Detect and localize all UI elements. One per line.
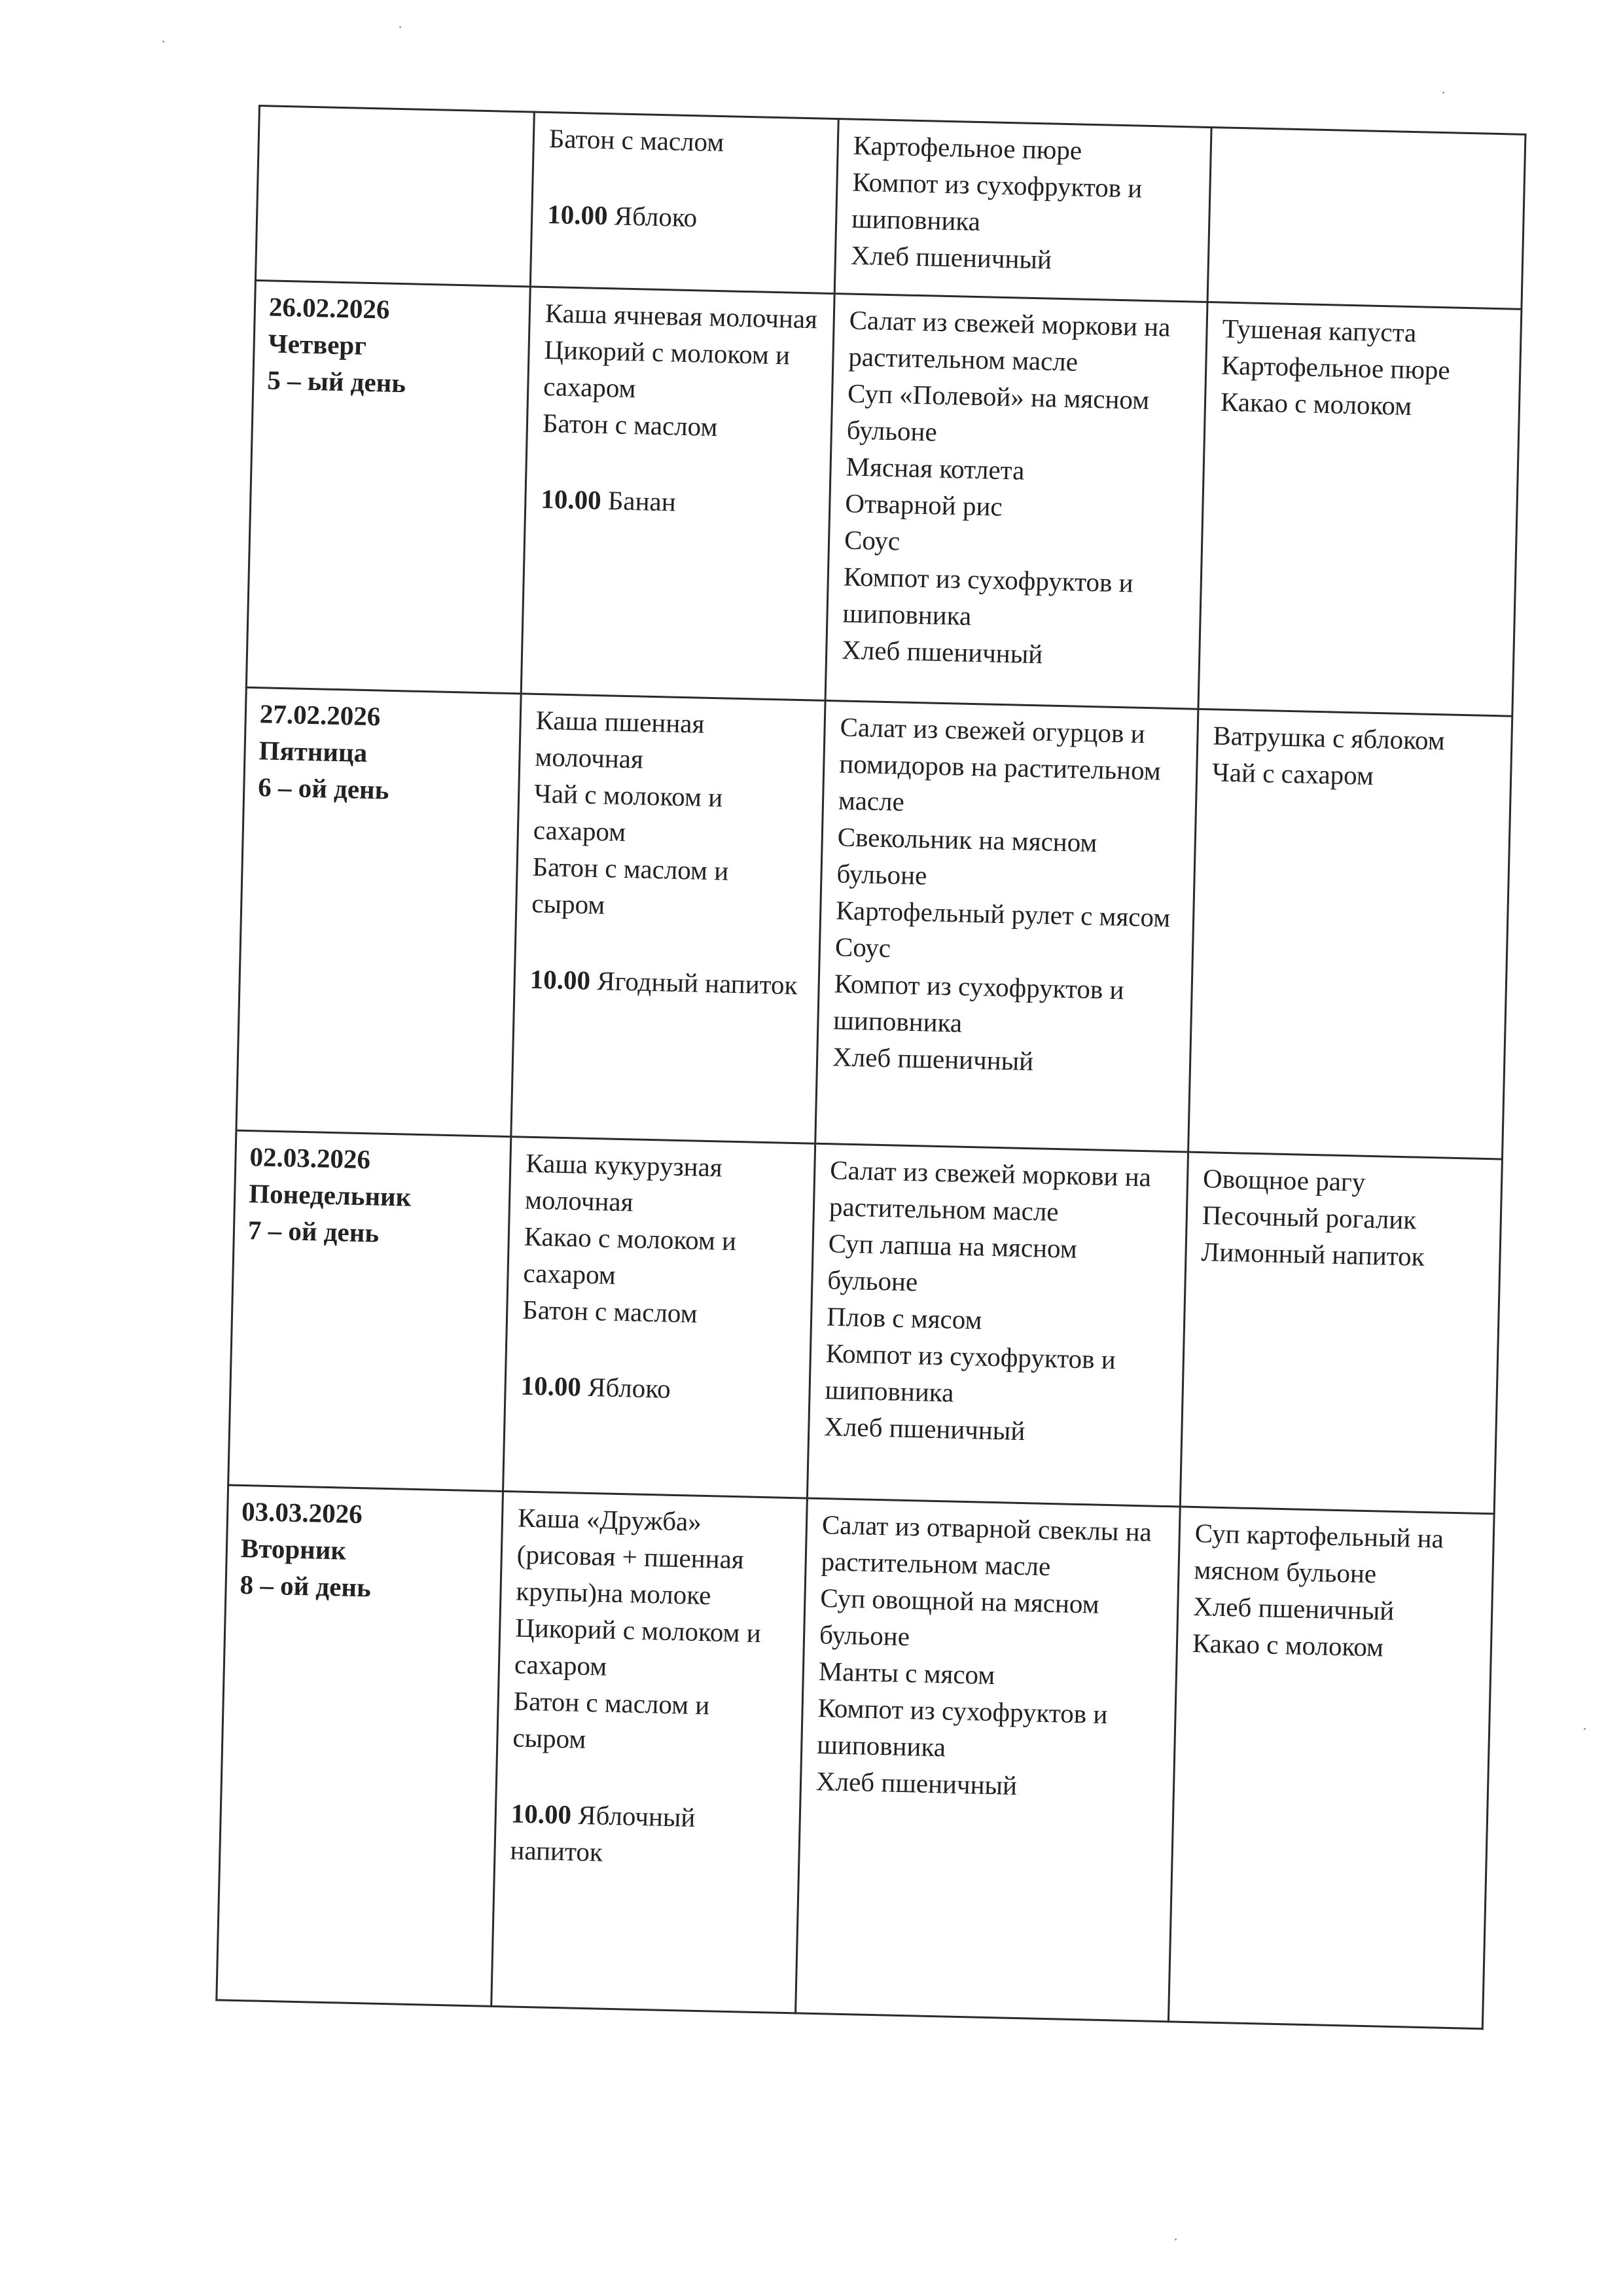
lunch-item: Соус	[834, 931, 891, 963]
breakfast-item: Каша кукурузная молочная	[524, 1147, 723, 1217]
lunch-item: Хлеб пшеничный	[815, 1765, 1018, 1801]
snack-item: Яблоко	[587, 1371, 671, 1404]
weekday-label: Понедельник	[248, 1178, 412, 1212]
breakfast-item: Каша ячневая молочная	[544, 298, 818, 334]
scan-speck	[1584, 1728, 1586, 1730]
second-breakfast	[520, 1367, 794, 1410]
day-number-label	[274, 114, 519, 120]
afternoon-item: Суп картофельный на мясном бульоне	[1194, 1518, 1444, 1589]
day-number-label: 8 – ой день	[240, 1569, 372, 1603]
scan-speck	[399, 26, 401, 28]
date-cell	[246, 280, 530, 693]
snack-time: 10.00	[540, 483, 602, 516]
menu-row	[246, 280, 1522, 716]
lunch-item: Картофельный рулет с мясом	[835, 895, 1171, 933]
lunch-item: Соус	[844, 524, 901, 556]
breakfast-cell	[503, 1137, 815, 1498]
afternoon-item: Хлеб пшеничный	[1192, 1591, 1395, 1626]
breakfast-item: Каша пшенная молочная	[534, 704, 705, 774]
second-breakfast	[541, 480, 815, 523]
weekday-label: Четверг	[268, 328, 367, 361]
date-cell	[255, 106, 534, 287]
second-breakfast	[529, 961, 804, 1003]
spacer	[541, 441, 815, 486]
scan-speck	[162, 41, 164, 43]
date-label: 27.02.2026	[259, 698, 381, 732]
afternoon-snack-cell	[1180, 1152, 1502, 1514]
lunch-item: Компот из сухофруктов и шиповника	[825, 1338, 1116, 1408]
menu-row	[236, 687, 1512, 1159]
lunch-item: Салат из свежей моркови на растительном масле	[829, 1155, 1152, 1227]
lunch-item: Хлеб пшеничный	[850, 240, 1052, 275]
menu-row	[228, 1130, 1503, 1514]
weekday-label: Вторник	[240, 1532, 347, 1566]
date-label: 26.02.2026	[268, 291, 390, 325]
lunch-item: Суп «Полевой» на мясном бульоне	[846, 378, 1150, 447]
date-cell	[228, 1130, 511, 1491]
lunch-item: Отварной рис	[844, 488, 1003, 522]
afternoon-snack-cell	[1198, 302, 1522, 716]
weekday-label	[274, 114, 519, 120]
breakfast-item: Батон с маслом и сыром	[512, 1685, 710, 1754]
lunch-item: Картофельное пюре	[853, 130, 1082, 166]
lunch-item: Салат из свежей моркови на растительном масле	[847, 304, 1171, 377]
lunch-item: Хлеб пшеничный	[832, 1041, 1034, 1077]
lunch-cell	[807, 1143, 1188, 1507]
weekday-label: Пятница	[259, 735, 368, 768]
afternoon-snack-cell	[1207, 128, 1525, 310]
second-breakfast	[547, 196, 821, 238]
afternoon-item: Картофельное пюре	[1221, 350, 1451, 386]
spacer	[512, 1755, 786, 1801]
lunch-item: Салат из отварной свеклы на растительном масле	[821, 1509, 1152, 1582]
date-cell	[236, 687, 521, 1136]
breakfast-item: Какао с молоком и сахаром	[523, 1221, 737, 1290]
breakfast-item: Батон с маслом	[542, 407, 718, 442]
breakfast-item: Батон с маслом и сыром	[531, 851, 729, 920]
afternoon-item: Ватрушка с яблоком	[1212, 720, 1446, 756]
scan-speck	[1175, 2238, 1177, 2240]
lunch-item: Компот из сухофруктов и шиповника	[816, 1693, 1108, 1763]
breakfast-cell	[511, 694, 825, 1143]
lunch-item: Мясная котлета	[846, 451, 1025, 486]
lunch-cell	[825, 294, 1207, 709]
afternoon-item: Лимонный напиток	[1201, 1236, 1425, 1272]
breakfast-item: Батон с маслом	[522, 1294, 698, 1329]
snack-item: Яблоко	[614, 200, 698, 233]
breakfast-item: Чай с молоком и сахаром	[533, 778, 723, 848]
second-breakfast	[510, 1795, 785, 1874]
snack-item: Яблочный напиток	[510, 1799, 696, 1867]
breakfast-item: Цикорий с молоком и сахаром	[514, 1612, 762, 1681]
lunch-item: Хлеб пшеничный	[841, 634, 1043, 670]
lunch-item: Компот из сухофруктов и шиповника	[842, 561, 1134, 631]
day-number-label: 5 – ый день	[266, 365, 406, 399]
breakfast-cell	[521, 287, 834, 700]
spacer	[521, 1328, 795, 1373]
lunch-item: Хлеб пшеничный	[823, 1411, 1026, 1446]
afternoon-snack-cell	[1188, 709, 1512, 1159]
afternoon-item: Какао с молоком	[1220, 386, 1412, 422]
afternoon-item: Тушеная капуста	[1222, 313, 1417, 348]
afternoon-snack-cell	[1168, 1507, 1494, 2029]
lunch-item: Компот из сухофруктов и шиповника	[832, 968, 1125, 1038]
scan-speck	[1442, 92, 1444, 94]
afternoon-item: Песочный рогалик	[1202, 1200, 1417, 1235]
lunch-cell	[834, 119, 1211, 302]
breakfast-item: Каша «Дружба» (рисовая + пшенная крупы)на молоке	[516, 1502, 745, 1611]
afternoon-item: Какао с молоком	[1192, 1627, 1384, 1662]
day-number-label: 7 – ой день	[247, 1215, 380, 1248]
snack-item: Банан	[607, 485, 677, 517]
lunch-item: Плов с мясом	[826, 1301, 982, 1335]
breakfast-cell	[530, 112, 838, 293]
breakfast-item: Цикорий с молоком и сахаром	[543, 334, 791, 404]
lunch-item: Салат из свежей огурцов и помидоров на растительном масле	[838, 711, 1162, 817]
breakfast-item: Батон с маслом	[548, 123, 724, 158]
date-label: 02.03.2026	[249, 1141, 371, 1175]
snack-item: Ягодный напиток	[596, 965, 798, 1001]
lunch-item: Суп овощной на мясном бульоне	[819, 1583, 1100, 1652]
day-number-label: 6 – ой день	[257, 772, 389, 805]
snack-time: 10.00	[520, 1370, 582, 1402]
afternoon-item: Овощное рагу	[1202, 1163, 1366, 1197]
menu-table	[215, 105, 1526, 2030]
lunch-item: Свекольник на мясном бульоне	[836, 821, 1097, 891]
spacer	[548, 156, 822, 202]
spacer	[530, 922, 804, 967]
menu-row	[217, 1485, 1494, 2029]
date-label: 03.03.2026	[241, 1496, 363, 1530]
afternoon-item: Чай с сахаром	[1211, 757, 1374, 791]
lunch-cell	[796, 1498, 1181, 2022]
lunch-cell	[815, 700, 1198, 1152]
date-cell	[217, 1485, 503, 2006]
lunch-item: Компот из сухофруктов и шиповника	[851, 166, 1143, 237]
breakfast-cell	[491, 1492, 808, 2013]
menu-table-body	[217, 106, 1525, 2029]
lunch-item: Суп лапша на мясном бульоне	[827, 1228, 1078, 1297]
snack-time: 10.00	[546, 199, 609, 231]
lunch-item: Манты с мясом	[818, 1656, 995, 1691]
snack-time: 10.00	[510, 1798, 572, 1830]
menu-row	[255, 106, 1525, 310]
snack-time: 10.00	[529, 963, 591, 996]
